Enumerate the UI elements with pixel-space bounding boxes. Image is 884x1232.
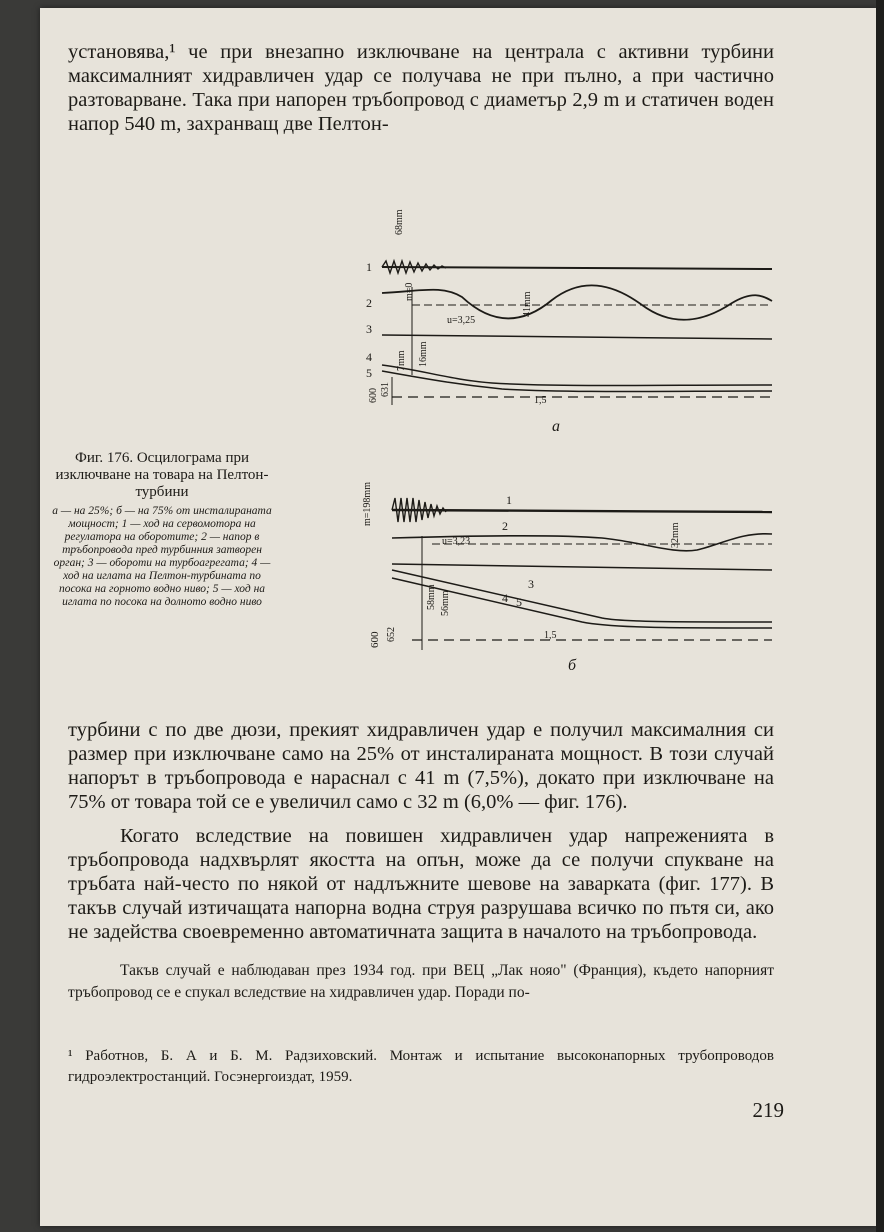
footnote: ¹ Работнов, Б. А и Б. М. Радзиховский. Монтаж и испытание высоконапорных трубопроводов гидроэлектростанций. Госэнергоиздат, 1959. bbox=[68, 1048, 774, 1085]
curve-label-4-b: 4 bbox=[502, 591, 508, 605]
annotation-198mm: m=198mm bbox=[362, 482, 373, 526]
annotation-600-b: 600 bbox=[369, 631, 381, 648]
panel-letter-b: б bbox=[568, 657, 577, 674]
curve-1-b bbox=[392, 510, 772, 512]
annotation-68mm: 68mm bbox=[394, 209, 405, 235]
annotation-58mm: 58mm bbox=[426, 584, 437, 610]
curve-label-5-b: 5 bbox=[516, 595, 522, 609]
curve-2-a bbox=[382, 282, 772, 319]
curve-label-3-a: 3 bbox=[366, 322, 372, 336]
curve-5-a bbox=[382, 371, 772, 392]
curve-3-b bbox=[392, 564, 772, 570]
curve-label-4-a: 4 bbox=[366, 350, 372, 364]
annotation-56mm: 56mm bbox=[440, 590, 451, 616]
oscillogram-panel-a bbox=[352, 205, 782, 440]
annotation-32mm: 32mm bbox=[670, 522, 681, 548]
curve-3-a bbox=[382, 335, 772, 339]
annotation-652: 652 bbox=[386, 627, 397, 642]
curve-label-3-b: 3 bbox=[528, 577, 534, 591]
annotation-16mm: 16mm bbox=[418, 341, 429, 367]
oscillogram-panel-b bbox=[352, 470, 782, 680]
annotation-631: 631 bbox=[380, 382, 391, 397]
figure-caption bbox=[52, 450, 272, 609]
annotation-u-a: u=3,25 bbox=[447, 315, 476, 326]
panel-letter-a: а bbox=[552, 418, 560, 435]
paragraph-intro: установява,¹ че при внезапно изключване на централа с активни турбини максималният хидравличен удар се получава не при пълно, а при частично разтоварване. Така при напорен тръбопровод с диаметър 2,9 m и статичен воден напор 540 m, захранващ две Пелтон- bbox=[68, 41, 774, 135]
scan-edge bbox=[876, 0, 884, 1232]
curve-label-1-a: 1 bbox=[366, 260, 372, 274]
annotation-m0-a: m=0 bbox=[404, 282, 415, 301]
curve-label-2-a: 2 bbox=[366, 296, 372, 310]
paragraph-result: турбини с по две дюзи, прекият хидравличен удар е получил максималния си размер при изключване само на 25% от инсталираната мощност. В този случай напорът в тръбопровода е нараснал с 41 m (7,5%), докато при изключване на 75% от товара той се е увеличил само с 32 m (6,0% — фиг. 176). bbox=[68, 719, 774, 813]
figure-caption-title: Фиг. 176. Осцилограма при изключване на товара на Пелтон-турбини bbox=[55, 450, 269, 500]
curve-4-a bbox=[382, 365, 772, 386]
figure-caption-legend: а — на 25%; б — на 75% от инсталираната мощност; 1 — ход на сервомотора на регулатора на оборотите; 2 — напор в тръбопровода пред турбинния затворен орган; 3 — обороти на турбоагрегата; 4 — ход на иглата на Пелтон-турбината по посока на горното водно ниво; 5 — ход на иглата по посока на долното водно ниво bbox=[52, 505, 272, 608]
annotation-15-a: 1,5 bbox=[534, 395, 547, 406]
annotation-15-b: 1,5 bbox=[544, 630, 557, 641]
annotation-41mm: 41mm bbox=[522, 291, 533, 317]
curve-label-2-b: 2 bbox=[502, 519, 508, 533]
annotation-600-a: 600 bbox=[368, 388, 379, 403]
paragraph-rupture: Когато вследствие на повишен хидравличен удар напреженията в тръбопровода надхвърлят якостта на опън, може да се получи спукване на тръбата най-често по някой от надлъжните шевове на заварката (фиг. 177). В такъв случай изтичащата напорна водна струя разрушава всичко по пътя си, ако не задейства своевременно автоматичната защита в началото на тръбопровода. bbox=[68, 825, 774, 943]
curve-label-1-b: 1 bbox=[506, 493, 512, 507]
annotation-7mm: 7mm bbox=[396, 350, 407, 371]
small-print-note: Такъв случай е наблюдаван през 1934 год. при ВЕЦ „Лак нояо" (Франция), където напорният тръбопровод се е спукал вследствие на хидравличен удар. Поради по- bbox=[68, 962, 774, 1001]
page-number: 219 bbox=[752, 1098, 784, 1122]
curve-label-5-a: 5 bbox=[366, 366, 372, 380]
annotation-u-b: u=3,23 bbox=[442, 536, 471, 547]
